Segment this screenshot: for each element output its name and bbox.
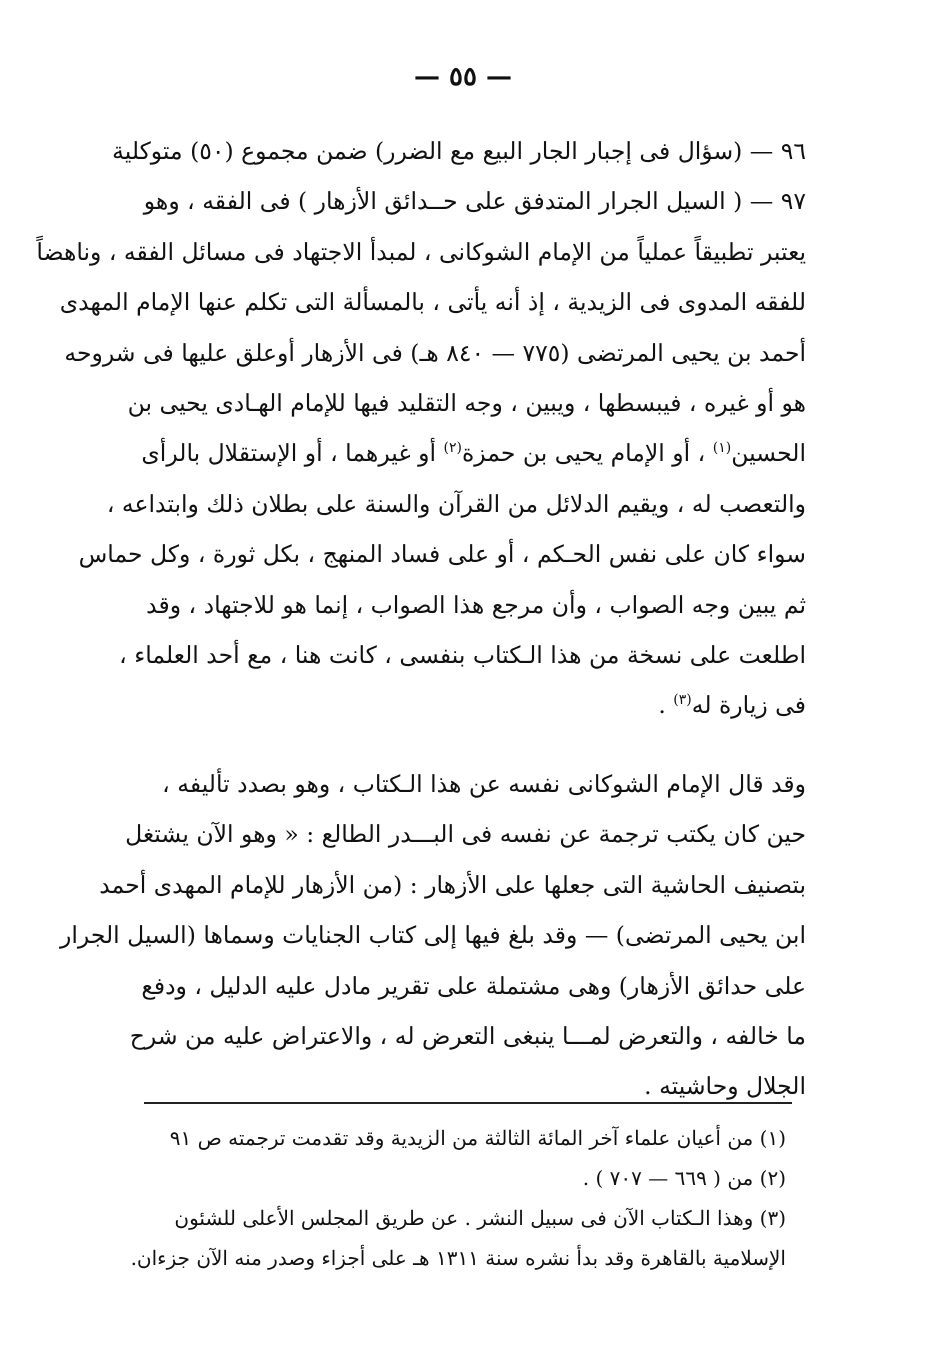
footnote-ref-2: (٢): [443, 440, 462, 457]
text-line: هو أو غيره ، فيبسطها ، ويبين ، وجه التقليد فيها للإمام الهـادى يحيى بن: [127, 389, 806, 418]
footnote-1: (١) من أعيان علماء آخر المائة الثالثة من الزيدية وقد تقدمت ترجمته ص ٩١: [169, 1126, 786, 1150]
text-line: اطلعت على نسخة من هذا الـكتاب بنفسى ، كانت هنا ، مع أحد العلماء ،: [119, 641, 806, 670]
text-line-with-refs: [120, 428, 806, 478]
footnote-separator: [144, 1102, 792, 1104]
text-fragment: .: [658, 691, 674, 720]
footnote-2: (٢) من ( ٦٦٩ — ٧٠٧ ) .: [582, 1166, 786, 1190]
text-line: حين كان يكتب ترجمة عن نفسه فى البـــدر الطالع : « وهو الآن يشتغل: [125, 820, 806, 849]
paragraph-book-list: [36, 126, 806, 731]
text-line: يعتبر تطبيقاً عملياً من الإمام الشوكانى ، لمبدأ الاجتهاد فى مسائل الفقه ، وناهضاً: [36, 237, 806, 266]
text-line: ٩٧ — ( السيل الجرار المتدفق على حــدائق الأزهار ) فى الفقه ، وهو: [143, 187, 806, 216]
paragraph-quote: [60, 759, 806, 1112]
text-line: ابن يحيى المرتضى) — وقد بلغ فيها إلى كتاب الجنايات وسماها (السيل الجرار: [60, 921, 806, 950]
text-line-last: [120, 680, 806, 730]
text-fragment: فى زيارة له: [691, 691, 806, 720]
footnote-3-continued: الإسلامية بالقاهرة وقد بدأ نشره سنة ١٣١١ هـ على أجزاء وصدر منه الآن جزءان.: [130, 1246, 786, 1270]
text-fragment: ، أو الإمام يحيى بن حمزة: [461, 439, 706, 468]
text-line: ٩٦ — (سؤال فى إجبار الجار البيع مع الضرر) ضمن مجموع (٥٠) متوكلية: [112, 137, 806, 165]
text-line: والتعصب له ، ويقيم الدلائل من القرآن والسنة على بطلان ذلك وابتداعه ،: [106, 489, 806, 518]
text-line: للفقه المدوى فى الزيدية ، إذ أنه يأتى ، بالمسألة التى تكلم عنها الإمام المهدى: [59, 288, 806, 317]
text-line: أحمد بن يحيى المرتضى (٧٧٥ — ٨٤٠ هـ) فى الأزهار أوعلق عليها فى شروحه: [64, 338, 806, 367]
text-line: ما خالفه ، والتعرض لمـــا ينبغى التعرض له ، والاعتراض عليه من شرح: [129, 1021, 806, 1050]
footnote-3: (٣) وهذا الـكتاب الآن فى سبيل النشر . عن طريق المجلس الأعلى للشئون: [174, 1206, 786, 1230]
text-fragment: الحسين: [731, 439, 806, 468]
text-fragment: أو غيرهما ، أو الإستقلال بالرأى: [141, 439, 437, 468]
text-line: على حدائق الأزهار) وهى مشتملة على تقرير مادل عليه الدليل ، ودفع: [141, 971, 806, 1000]
text-line: سواء كان على نفس الحـكم ، أو على فساد المنهج ، بكل ثورة ، وكل حماس: [78, 540, 806, 569]
footnotes: [122, 1118, 786, 1278]
text-line: ثم يبين وجه الصواب ، وأن مرجع هذا الصواب ، إنما هو للاجتهاد ، وقد: [146, 590, 806, 619]
text-line: الجلال وحاشيته .: [644, 1072, 806, 1101]
text-line: وقد قال الإمام الشوكانى نفسه عن هذا الـكتاب ، وهو بصدد تأليفه ،: [162, 769, 806, 798]
footnote-ref-3: (٣): [673, 692, 692, 709]
footnote-ref-1: (١): [712, 440, 732, 457]
page-number: — ٥٥ —: [413, 62, 513, 92]
text-line: بتصنيف الحاشية التى جعلها على الأزهار : (من الأزهار للإمام المهدى أحمد: [99, 870, 806, 899]
